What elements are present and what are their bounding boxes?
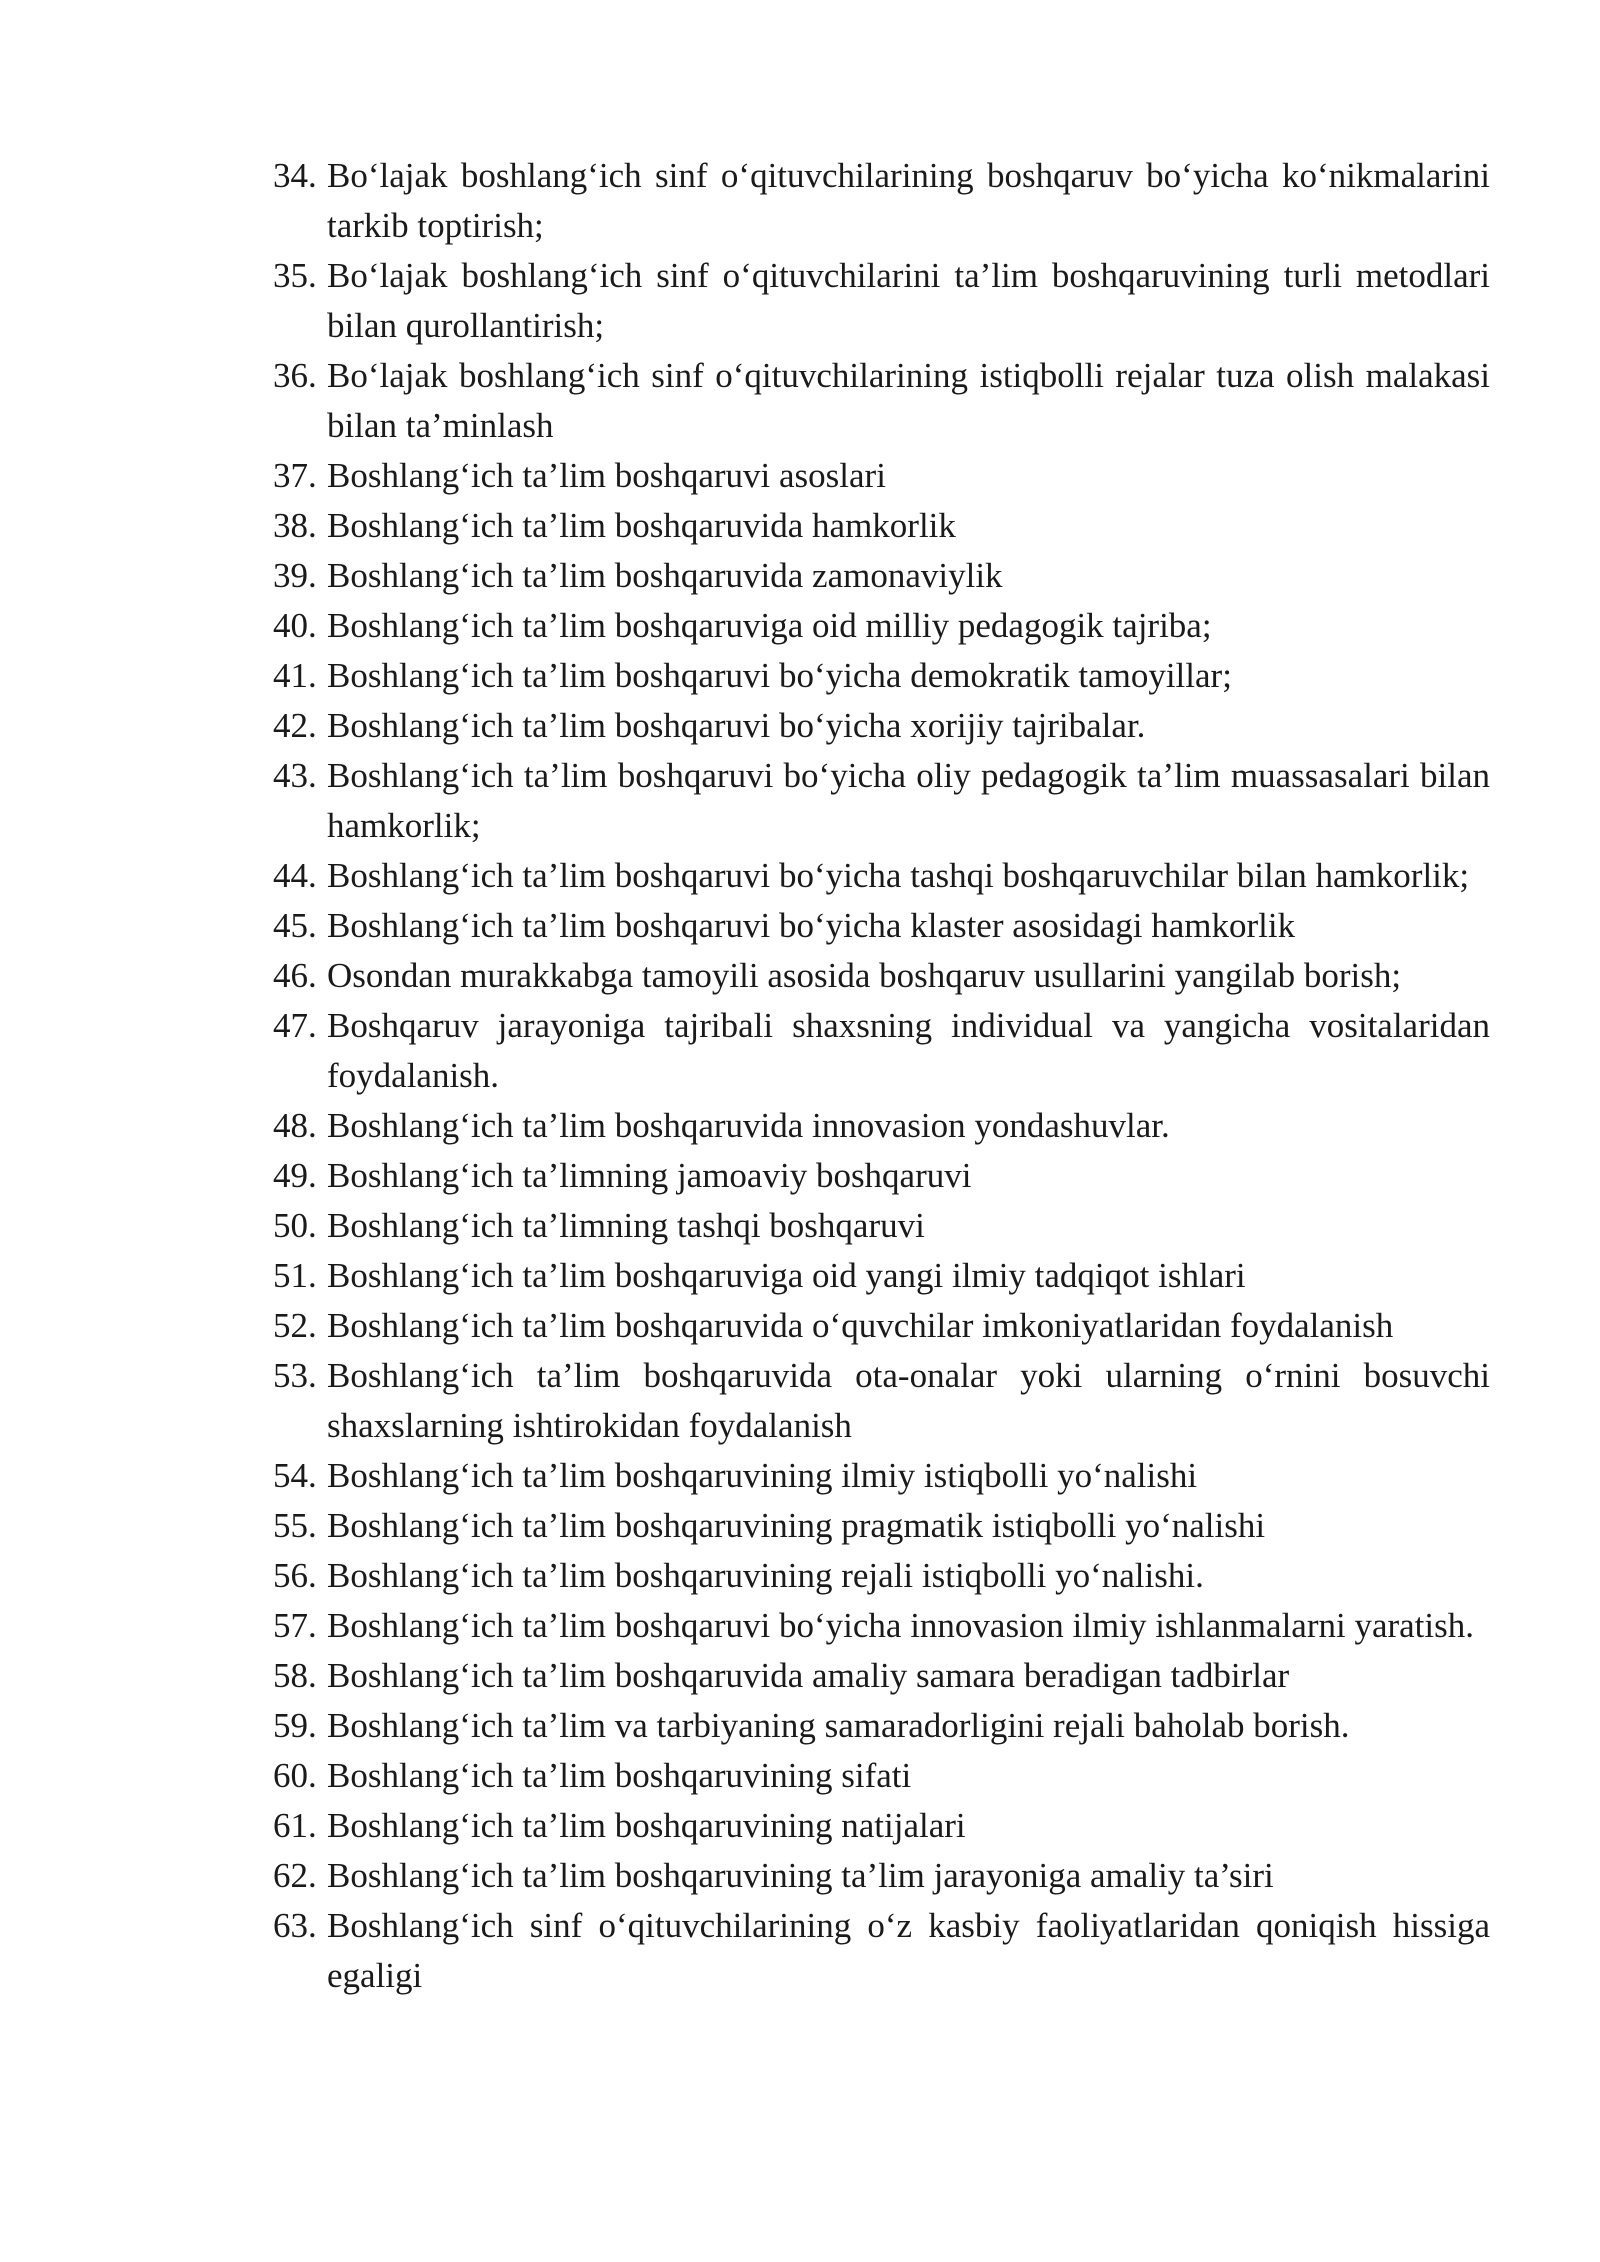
list-item [273, 1901, 1490, 2001]
list-item-text: Osondan murakkabga tamoyili asosida boshqaruv usullarini yangilab borish; [327, 956, 1402, 995]
list-item [273, 1251, 1490, 1301]
list-item-number: 37. [273, 456, 317, 495]
list-item-text: Boshlang‘ich ta’lim boshqaruvining natijalari [327, 1806, 966, 1845]
list-item-text: Boshlang‘ich ta’lim boshqaruvida amaliy samara beradigan tadbirlar [327, 1656, 1290, 1695]
list-item [273, 951, 1490, 1001]
list-item-text: Boshlang‘ich ta’lim boshqaruvining sifati [327, 1756, 912, 1795]
list-item [273, 551, 1490, 601]
list-item-number: 60. [273, 1756, 317, 1795]
list-item-text: Boshlang‘ich ta’lim boshqaruvi bo‘yicha demokratik tamoyillar; [327, 656, 1232, 695]
list-item-text: Boshlang‘ich ta’lim boshqaruvi bo‘yicha tashqi boshqaruvchilar bilan hamkorlik; [327, 856, 1470, 895]
list-item [273, 1101, 1490, 1151]
list-item-number: 46. [273, 956, 317, 995]
list-item-number: 44. [273, 856, 317, 895]
list-item-text: Bo‘lajak boshlang‘ich sinf o‘qituvchilarini ta’lim boshqaruvining turli metodlari bilan qurollantirish; [327, 256, 1490, 345]
list-item-text: Boshlang‘ich ta’lim boshqaruvi bo‘yicha xorijiy tajribalar. [327, 706, 1146, 745]
list-item-text: Boshlang‘ich ta’lim boshqaruvida innovasion yondashuvlar. [327, 1106, 1170, 1145]
list-item [273, 701, 1490, 751]
list-item-number: 62. [273, 1856, 317, 1895]
list-item-text: Boshlang‘ich sinf o‘qituvchilarining o‘z kasbiy faoliyatlaridan qoniqish hissiga egaligi [327, 1906, 1490, 1995]
list-item-text: Bo‘lajak boshlang‘ich sinf o‘qituvchilarining istiqbolli rejalar tuza olish malakasi bilan ta’minlash [327, 356, 1490, 445]
list-item-number: 59. [273, 1706, 317, 1745]
list-item [273, 1751, 1490, 1801]
list-item-number: 57. [273, 1606, 317, 1645]
list-item [273, 851, 1490, 901]
list-item [273, 1001, 1490, 1101]
list-item [273, 1201, 1490, 1251]
list-item-number: 41. [273, 656, 317, 695]
list-item-number: 58. [273, 1656, 317, 1695]
list-item-text: Boshlang‘ich ta’lim boshqaruvining pragmatik istiqbolli yo‘nalishi [327, 1506, 1266, 1545]
list-item [273, 501, 1490, 551]
list-item-number: 35. [273, 256, 317, 295]
list-item-number: 55. [273, 1506, 317, 1545]
list-item-number: 61. [273, 1806, 317, 1845]
list-item [273, 601, 1490, 651]
list-item-text: Boshlang‘ich ta’lim boshqaruvining rejali istiqbolli yo‘nalishi. [327, 1556, 1204, 1595]
list-item-text: Boshlang‘ich ta’lim boshqaruvi bo‘yicha oliy pedagogik ta’lim muassasalari bilan hamkorlik; [327, 756, 1490, 845]
list-item-number: 48. [273, 1106, 317, 1145]
list-item [273, 1701, 1490, 1751]
list-item [273, 651, 1490, 701]
list-item-number: 51. [273, 1256, 317, 1295]
list-item [273, 351, 1490, 451]
list-item-text: Boshlang‘ich ta’lim boshqaruvida zamonaviylik [327, 556, 1003, 595]
list-item [273, 1601, 1490, 1651]
list-item-text: Boshlang‘ich ta’lim boshqaruvi bo‘yicha klaster asosidagi hamkorlik [327, 906, 1296, 945]
list-item-text: Boshlang‘ich ta’lim va tarbiyaning samaradorligini rejali baholab borish. [327, 1706, 1350, 1745]
list-item-text: Bo‘lajak boshlang‘ich sinf o‘qituvchilarining boshqaruv bo‘yicha ko‘nikmalarini tarkib toptirish; [327, 156, 1490, 245]
list-item [273, 151, 1490, 251]
list-item [273, 1301, 1490, 1351]
list-item-number: 54. [273, 1456, 317, 1495]
list-item-text: Boshlang‘ich ta’lim boshqaruviga oid milliy pedagogik tajriba; [327, 606, 1212, 645]
list-item [273, 451, 1490, 501]
list-item-number: 38. [273, 506, 317, 545]
list-item-number: 53. [273, 1356, 317, 1395]
list-item [273, 1501, 1490, 1551]
list-item [273, 1801, 1490, 1851]
list-item-number: 63. [273, 1906, 317, 1945]
list-item [273, 1151, 1490, 1201]
list-item-number: 52. [273, 1306, 317, 1345]
list-item-text: Boshlang‘ich ta’lim boshqaruvi bo‘yicha innovasion ilmiy ishlanmalarni yaratish. [327, 1606, 1475, 1645]
list-item [273, 1351, 1490, 1451]
list-item-number: 43. [273, 756, 317, 795]
list-item-number: 45. [273, 906, 317, 945]
list-item-number: 49. [273, 1156, 317, 1195]
list-item-text: Boshlang‘ich ta’lim boshqaruvining ilmiy istiqbolli yo‘nalishi [327, 1456, 1198, 1495]
list-item [273, 1451, 1490, 1501]
list-item-number: 40. [273, 606, 317, 645]
numbered-list [273, 151, 1490, 2001]
list-item-number: 50. [273, 1206, 317, 1245]
list-item-text: Boshqaruv jarayoniga tajribali shaxsning individual va yangicha vositalaridan foydalanish. [327, 1006, 1490, 1095]
list-item-text: Boshlang‘ich ta’lim boshqaruviga oid yangi ilmiy tadqiqot ishlari [327, 1256, 1246, 1295]
list-item-number: 42. [273, 706, 317, 745]
list-item-text: Boshlang‘ich ta’lim boshqaruvida ota-onalar yoki ularning o‘rnini bosuvchi shaxslarning ishtirokidan foydalanish [327, 1356, 1490, 1445]
list-item-text: Boshlang‘ich ta’lim boshqaruvi asoslari [327, 456, 886, 495]
list-item-number: 39. [273, 556, 317, 595]
list-item-number: 36. [273, 356, 317, 395]
list-item-text: Boshlang‘ich ta’limning jamoaviy boshqaruvi [327, 1156, 972, 1195]
list-item-text: Boshlang‘ich ta’limning tashqi boshqaruvi [327, 1206, 925, 1245]
list-item-number: 56. [273, 1556, 317, 1595]
list-item-number: 34. [273, 156, 317, 195]
list-item [273, 901, 1490, 951]
list-item [273, 1651, 1490, 1701]
list-item [273, 1851, 1490, 1901]
list-item-text: Boshlang‘ich ta’lim boshqaruvida hamkorlik [327, 506, 956, 545]
list-item [273, 251, 1490, 351]
list-item-text: Boshlang‘ich ta’lim boshqaruvining ta’lim jarayoniga amaliy ta’siri [327, 1856, 1274, 1895]
list-item-text: Boshlang‘ich ta’lim boshqaruvida o‘quvchilar imkoniyatlaridan foydalanish [327, 1306, 1394, 1345]
list-item [273, 1551, 1490, 1601]
list-item-number: 47. [273, 1006, 317, 1045]
list-item [273, 751, 1490, 851]
